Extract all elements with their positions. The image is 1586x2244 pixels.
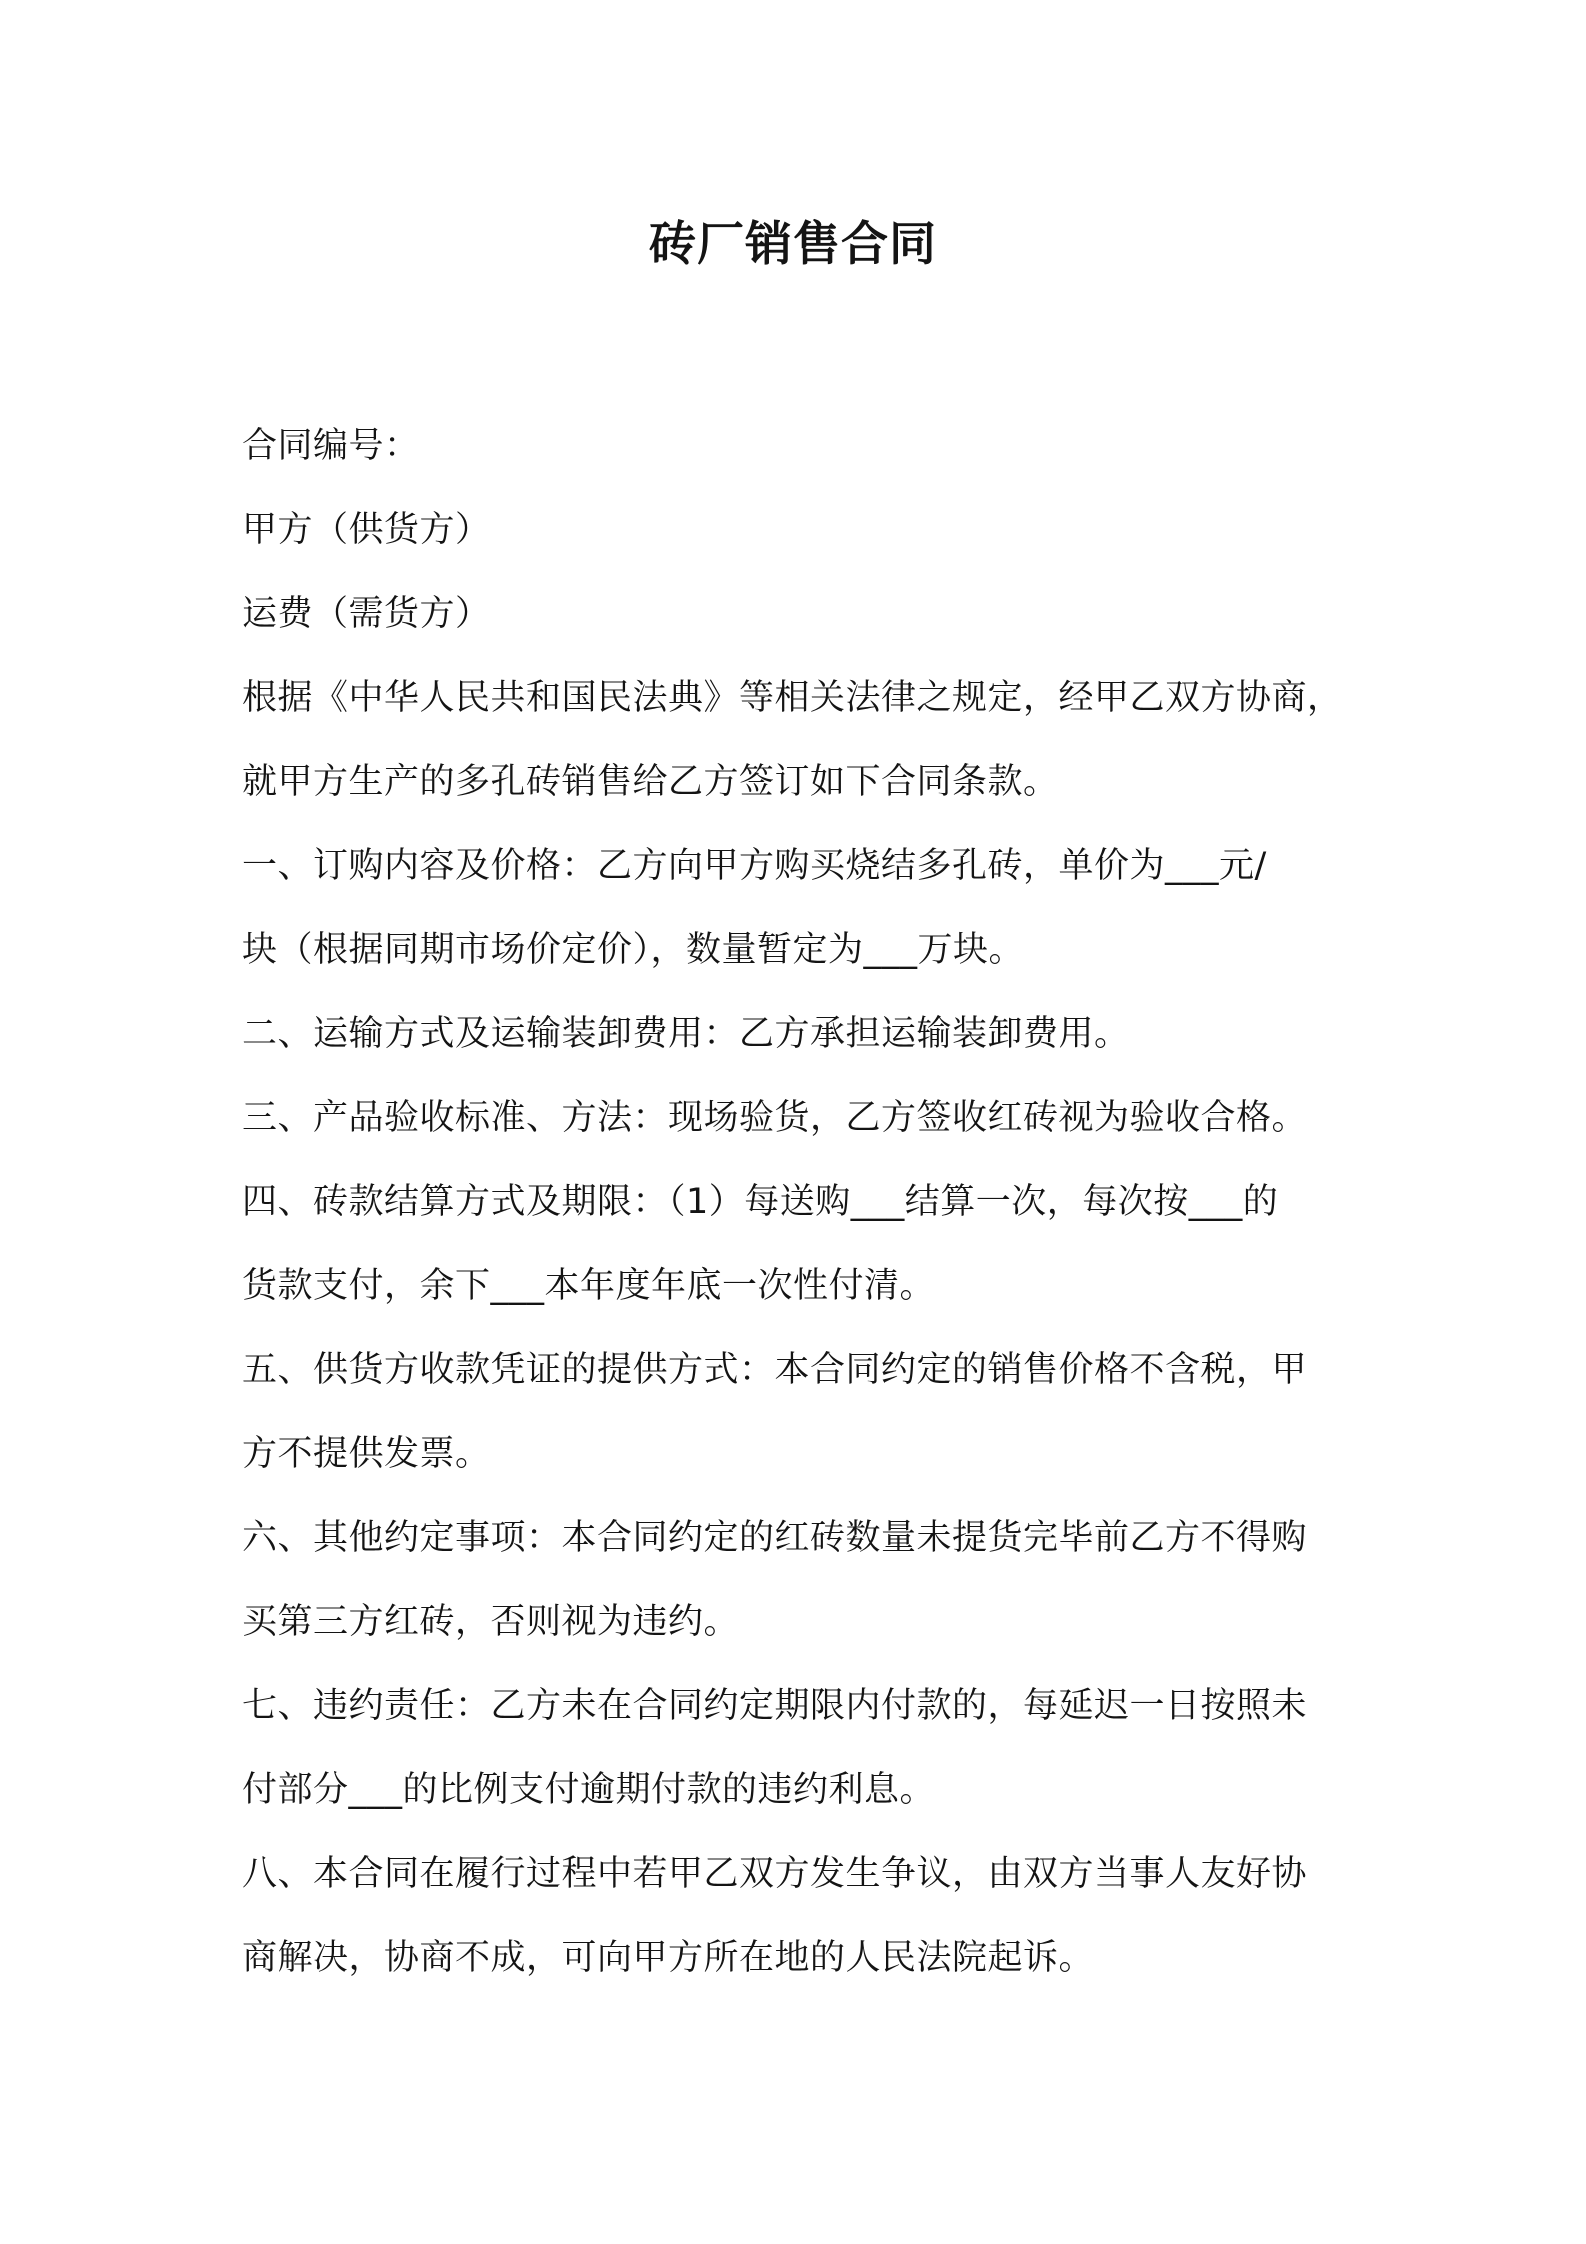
clause-4-line-2: 货款支付，余下___本年度年底一次性付清。 xyxy=(242,1266,936,1306)
document-body xyxy=(242,404,1362,2000)
party-a-line: 甲方（供货方） xyxy=(242,510,491,550)
clause-1-line-2: 块（根据同期市场价定价），数量暂定为___万块。 xyxy=(242,930,1025,970)
clause-5-line-1: 五、供货方收款凭证的提供方式：本合同约定的销售价格不含税，甲 xyxy=(242,1350,1308,1390)
clause-5-line-2: 方不提供发票。 xyxy=(242,1434,491,1474)
clause-6-line-1: 六、其他约定事项：本合同约定的红砖数量未提货完毕前乙方不得购 xyxy=(242,1518,1308,1558)
clause-8-line-1: 八、本合同在履行过程中若甲乙双方发生争议，由双方当事人友好协 xyxy=(242,1854,1308,1894)
clause-8-line-2: 商解决，协商不成，可向甲方所在地的人民法院起诉。 xyxy=(242,1938,1095,1978)
party-b-line: 运费（需货方） xyxy=(242,594,491,634)
clause-1-line-1: 一、订购内容及价格：乙方向甲方购买烧结多孔砖，单价为___元/ xyxy=(242,846,1267,886)
clause-6-line-2: 买第三方红砖，否则视为违约。 xyxy=(242,1602,740,1642)
contract-number-line: 合同编号： xyxy=(242,426,420,466)
clause-7-line-2: 付部分___的比例支付逾期付款的违约利息。 xyxy=(242,1770,936,1810)
clause-3-line-1: 三、产品验收标准、方法：现场验货，乙方签收红砖视为验收合格。 xyxy=(242,1098,1308,1138)
clause-4-line-1: 四、砖款结算方式及期限：（1）每送购___结算一次，每次按___的 xyxy=(242,1182,1279,1222)
clause-7-line-1: 七、违约责任：乙方未在合同约定期限内付款的，每延迟一日按照未 xyxy=(242,1686,1308,1726)
preamble-line-1: 根据《中华人民共和国民法典》等相关法律之规定，经甲乙双方协商， xyxy=(242,678,1343,718)
clause-2-line-1: 二、运输方式及运输装卸费用：乙方承担运输装卸费用。 xyxy=(242,1014,1130,1054)
document-title: 砖厂销售合同 xyxy=(649,217,937,272)
preamble-line-2: 就甲方生产的多孔砖销售给乙方签订如下合同条款。 xyxy=(242,762,1059,802)
